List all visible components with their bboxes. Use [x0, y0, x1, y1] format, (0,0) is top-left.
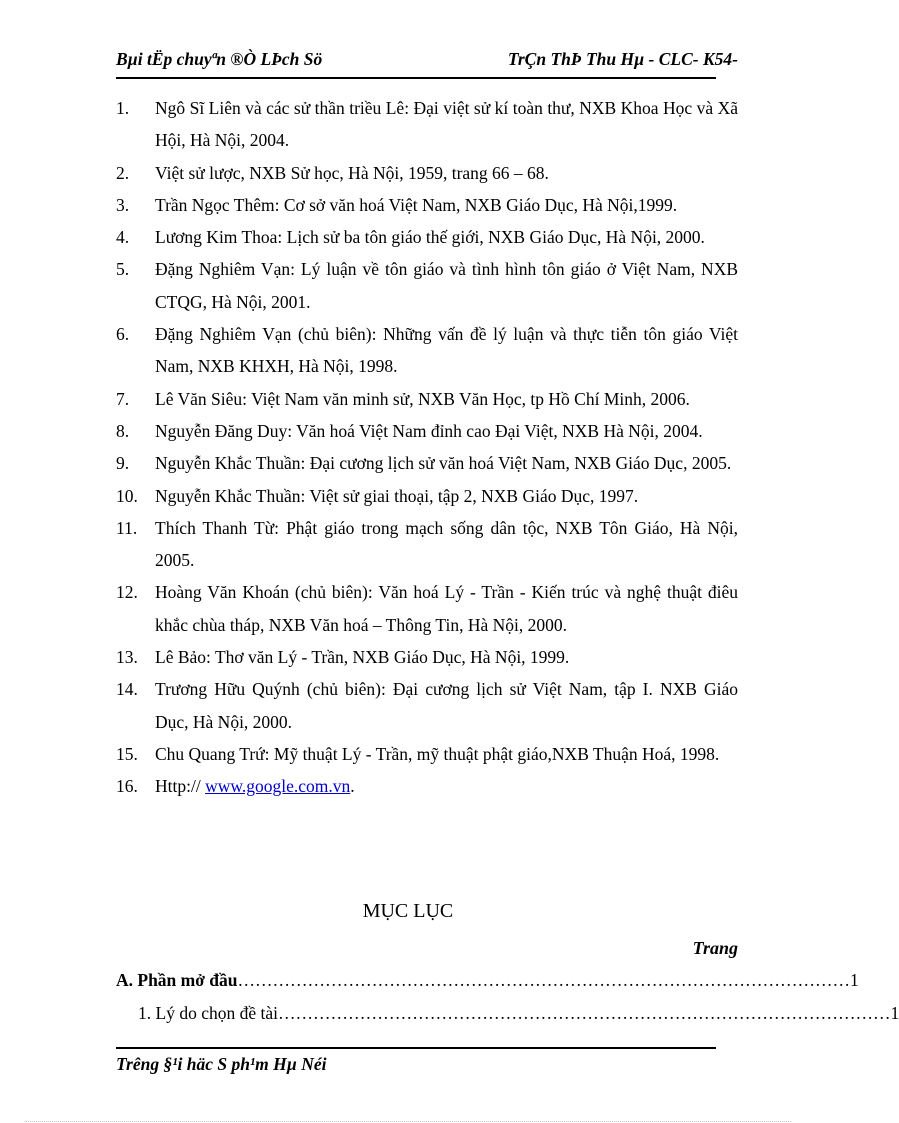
reference-item: [116, 157, 738, 189]
toc-leader: ……………………………………………………………………………………………: [237, 970, 851, 990]
reference-item: [116, 512, 738, 577]
ref-text: Việt sử lược, NXB Sử học, Hà Nội, 1959, trang 66 – 68.: [155, 162, 549, 183]
ref-text: Lê Bảo: Thơ văn Lý - Trần, NXB Giáo Dục, Hà Nội, 1999.: [155, 647, 570, 668]
ref-num: 9.: [116, 453, 130, 474]
reference-item: [116, 447, 738, 479]
reference-item: [116, 415, 738, 447]
toc-page-header: Trang: [692, 938, 738, 958]
ref-text: Trần Ngọc Thêm: Cơ sở văn hoá Việt Nam, NXB Giáo Dục, Hà Nội,1999.: [155, 194, 678, 215]
toc-leader: ……………………………………………………………………………………………: [277, 1003, 891, 1023]
reference-item: [116, 92, 738, 157]
page-footer: Trêng §¹i häc S ph¹m Hµ Néi: [116, 1054, 327, 1074]
page-boundary: [25, 1121, 791, 1122]
ref-text: Thích Thanh Từ: Phật giáo trong mạch sống dân tộc, NXB Tôn Giáo, Hà Nội, 2005.: [155, 517, 738, 571]
ref-text: Ngô Sĩ Liên và các sử thần triều Lê: Đại việt sử kí toàn thư, NXB Khoa Học và Xã Hội, Hà Nội, 2004.: [155, 98, 738, 151]
reference-item: [116, 383, 738, 415]
ref-text: Lương Kim Thoa: Lịch sử ba tôn giáo thế giới, NXB Giáo Dục, Hà Nội, 2000.: [155, 227, 705, 248]
toc-entry[interactable]: [116, 970, 859, 991]
reference-item: [116, 770, 738, 802]
reference-item: [116, 480, 738, 512]
ref-num: 2.: [116, 162, 130, 183]
google-link[interactable]: www.google.com.vn: [205, 776, 351, 797]
toc-entry-label: A. Phần mở đầu: [116, 970, 238, 990]
header-left: Bµi tËp chuyªn ®Ò LÞch Sö: [116, 49, 323, 69]
ref-num: 13.: [116, 647, 138, 668]
header-rule: [116, 77, 716, 79]
ref-prefix: Http://: [155, 776, 206, 797]
toc-entry-page: 1: [890, 1003, 899, 1023]
ref-num: 5.: [116, 259, 130, 280]
toc-entry-page: 1: [850, 970, 859, 990]
ref-text: Đặng Nghiêm Vạn (chủ biên): Những vấn đề lý luận và thực tiễn tôn giáo Việt Nam, NXB KHXH, Hà Nội, 1998.: [155, 324, 738, 377]
reference-item: [116, 641, 738, 673]
ref-suffix: .: [350, 776, 355, 797]
ref-num: 4.: [116, 227, 130, 248]
reference-item: [116, 738, 738, 770]
ref-text: Trương Hữu Quýnh (chủ biên): Đại cương lịch sử Việt Nam, tập I. NXB Giáo Dục, Hà Nội, 2000.: [155, 679, 738, 732]
ref-text: Chu Quang Trứ: Mỹ thuật Lý - Trần, mỹ thuật phật giáo,NXB Thuận Hoá, 1998.: [155, 743, 720, 764]
ref-text: Nguyễn Đăng Duy: Văn hoá Việt Nam đỉnh cao Đại Việt, NXB Hà Nội, 2004.: [155, 420, 703, 441]
reference-item: [116, 221, 738, 253]
toc-title: MỤC LỤC: [362, 900, 454, 922]
ref-text: Đặng Nghiêm Vạn: Lý luận về tôn giáo và tình hình tôn giáo ở Việt Nam, NXB CTQG, Hà Nội, 2001.: [155, 259, 738, 312]
reference-item: [116, 253, 738, 318]
ref-num: 15.: [116, 743, 138, 764]
ref-num: 14.: [116, 679, 138, 700]
header-right: TrÇn ThÞ Thu Hµ - CLC- K54-: [507, 49, 738, 69]
reference-item: [116, 576, 738, 641]
ref-text: Nguyễn Khắc Thuần: Việt sử giai thoại, tập 2, NXB Giáo Dục, 1997.: [155, 485, 639, 506]
reference-list: [116, 92, 738, 803]
ref-num: 16.: [116, 776, 138, 797]
ref-text: Lê Văn Siêu: Việt Nam văn minh sử, NXB Văn Học, tp Hồ Chí Minh, 2006.: [155, 388, 690, 409]
ref-num: 11.: [116, 517, 138, 538]
toc-entry[interactable]: [138, 1003, 899, 1024]
ref-num: 10.: [116, 485, 138, 506]
ref-num: 8.: [116, 420, 130, 441]
ref-num: 1.: [116, 98, 130, 118]
ref-num: 7.: [116, 388, 130, 409]
footer-rule: [116, 1047, 716, 1049]
ref-text: Hoàng Văn Khoán (chủ biên): Văn hoá Lý - Trần - Kiến trúc và nghệ thuật điêu khắc chùa tháp, NXB Văn hoá – Thông Tin, Hà Nội, 2000.: [155, 582, 738, 635]
ref-num: 6.: [116, 324, 130, 345]
reference-item: [116, 189, 738, 221]
ref-num: 12.: [116, 582, 138, 603]
toc-entry-label: 1. Lý do chọn đề tài: [138, 1003, 278, 1023]
reference-item: [116, 673, 738, 738]
reference-item: [116, 318, 738, 383]
ref-num: 3.: [116, 194, 130, 215]
ref-text: Nguyễn Khắc Thuần: Đại cương lịch sử văn hoá Việt Nam, NXB Giáo Dục, 2005.: [155, 453, 732, 474]
